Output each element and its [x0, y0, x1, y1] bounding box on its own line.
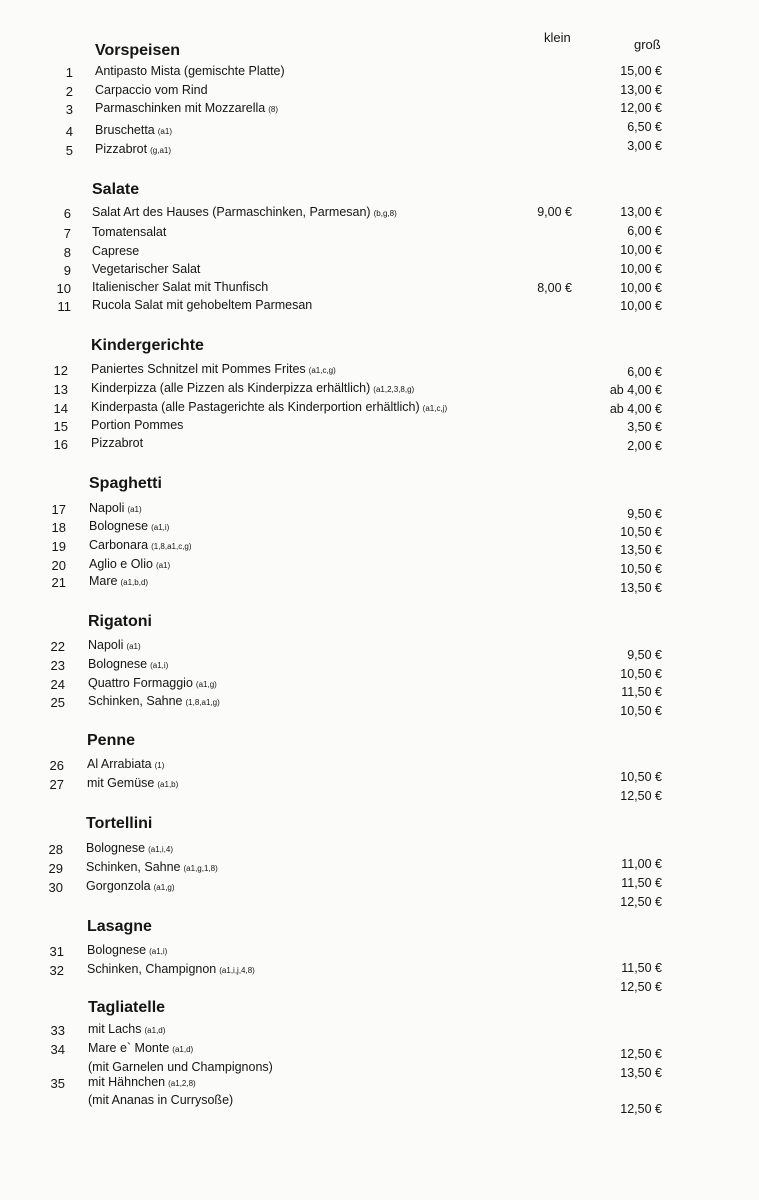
item-name: Napoli: [89, 501, 125, 515]
item-number: 11: [57, 299, 71, 314]
menu-item: [89, 557, 170, 571]
item-name: Schinken, Champignon: [87, 962, 217, 976]
column-header-large: groß: [634, 37, 661, 52]
item-number: 13: [53, 382, 68, 397]
price-large: 13,50 €: [620, 1066, 662, 1080]
item-name: Carpaccio vom Rind: [95, 83, 208, 97]
price-large: 10,00 €: [620, 299, 662, 313]
item-name: Tomatensalat: [92, 225, 167, 239]
allergen-codes: (a1,i,j,4,8): [219, 966, 255, 975]
item-number: 9: [63, 263, 71, 278]
item-number: 6: [63, 206, 71, 221]
item-name: mit Lachs: [88, 1022, 142, 1036]
allergen-codes: (a1,i): [151, 523, 170, 532]
item-name: Schinken, Sahne: [86, 860, 181, 874]
section-heading: Vorspeisen: [95, 42, 181, 59]
price-large: 11,50 €: [621, 876, 662, 890]
item-name: Bolognese: [86, 841, 146, 855]
item-name: Italienischer Salat mit Thunfisch: [92, 280, 269, 294]
price-large: 13,00 €: [620, 83, 662, 97]
item-number: 28: [48, 842, 63, 857]
allergen-codes: (8): [268, 105, 278, 114]
allergen-codes: (a1,c,j): [422, 404, 448, 413]
allergen-codes: (a1): [126, 642, 141, 651]
item-number: 23: [50, 658, 65, 673]
menu-item: [87, 776, 178, 790]
allergen-codes: (a1,i): [149, 947, 168, 956]
item-number: 26: [49, 758, 64, 773]
item-name: Rucola Salat mit gehobeltem Parmesan: [92, 298, 313, 312]
menu-item: [86, 879, 175, 893]
item-number: 5: [65, 143, 73, 158]
menu-item: [95, 142, 171, 156]
item-name: Mare: [89, 574, 118, 588]
item-number: 12: [53, 363, 68, 378]
section-heading: Penne: [87, 732, 136, 749]
price-large: 6,00 €: [627, 224, 662, 238]
item-number: 18: [51, 520, 66, 535]
menu-item: [92, 244, 139, 258]
price-large: 15,00 €: [620, 64, 662, 78]
item-name: Antipasto Mista (gemischte Platte): [95, 64, 285, 78]
item-number: 24: [50, 677, 65, 692]
menu-item: [91, 400, 447, 414]
price-large: 10,50 €: [620, 704, 662, 718]
allergen-codes: (a1,g): [195, 680, 217, 689]
allergen-codes: (a1,c,g): [308, 366, 336, 375]
price-large: 11,50 €: [621, 685, 662, 699]
price-large: 12,50 €: [620, 1102, 662, 1116]
price-small: 8,00 €: [537, 281, 572, 295]
item-name: Bolognese: [87, 943, 147, 957]
item-number: 29: [48, 861, 63, 876]
menu-item: [87, 943, 167, 957]
price-large: 11,00 €: [621, 857, 662, 871]
price-large: ab 4,00 €: [609, 402, 662, 416]
price-large: 6,00 €: [627, 365, 662, 379]
menu-item: [91, 418, 183, 432]
price-large: 12,50 €: [620, 1047, 662, 1061]
allergen-codes: (a1,b): [157, 780, 179, 789]
section-heading: Kindergerichte: [91, 337, 204, 354]
price-large: 10,00 €: [620, 281, 662, 295]
item-name: Portion Pommes: [91, 418, 184, 432]
item-number: 8: [63, 245, 71, 260]
menu-item: [92, 262, 200, 276]
allergen-codes: (a1,d): [144, 1026, 166, 1035]
menu-item: [88, 657, 168, 671]
item-name: Kinderpizza (alle Pizzen als Kinderpizza erhältlich): [91, 381, 371, 395]
allergen-codes: (a1,2,8): [168, 1079, 196, 1088]
item-number: 30: [48, 880, 63, 895]
menu-item: [88, 676, 217, 690]
price-large: 10,50 €: [620, 770, 662, 784]
price-large: 10,50 €: [620, 667, 662, 681]
item-name: Bruschetta: [95, 123, 155, 137]
section-heading: Spaghetti: [89, 475, 162, 492]
price-large: 3,00 €: [627, 139, 662, 153]
menu-item: [89, 501, 142, 515]
menu-item: [91, 362, 336, 376]
price-large: 13,00 €: [620, 205, 662, 219]
menu-item: [91, 381, 414, 395]
item-name: (mit Garnelen und Champignons): [88, 1060, 273, 1074]
price-large: 2,00 €: [627, 439, 662, 453]
item-name: mit Gemüse: [87, 776, 155, 790]
price-large: 13,50 €: [620, 581, 662, 595]
price-large: ab 4,00 €: [609, 383, 662, 397]
allergen-codes: (a1,2,3,8,g): [373, 385, 415, 394]
item-name: Schinken, Sahne: [88, 694, 183, 708]
item-name: Aglio e Olio: [89, 557, 153, 571]
allergen-codes: (a1,b,d): [120, 578, 149, 587]
menu-item: [89, 538, 192, 552]
item-number: 1: [65, 65, 73, 80]
item-name: Carbonara: [89, 538, 149, 552]
item-name: Pizzabrot: [95, 142, 148, 156]
allergen-codes: (a1,i): [150, 661, 169, 670]
item-name: Al Arrabiata: [87, 757, 152, 771]
item-number: 16: [53, 437, 68, 452]
price-small: 9,00 €: [537, 205, 572, 219]
price-large: 6,50 €: [627, 120, 662, 134]
item-name: Caprese: [92, 244, 140, 258]
menu-item: [92, 225, 166, 239]
allergen-codes: (1,8,a1,g): [185, 698, 220, 707]
item-number: 32: [49, 963, 64, 978]
item-number: 7: [63, 226, 71, 241]
item-number: 34: [50, 1042, 65, 1057]
item-number: 21: [51, 575, 66, 590]
menu-item: [91, 436, 143, 450]
item-number: 14: [53, 401, 68, 416]
allergen-codes: (g,a1): [150, 146, 172, 155]
menu-item: [88, 638, 141, 652]
item-name: (mit Ananas in Currysoße): [88, 1093, 234, 1107]
menu-item: [92, 298, 312, 312]
allergen-codes: (a1,d): [172, 1045, 194, 1054]
section-heading: Salate: [92, 181, 140, 198]
section-heading: Rigatoni: [88, 613, 152, 630]
price-large: 10,50 €: [620, 562, 662, 576]
price-large: 9,50 €: [627, 507, 662, 521]
item-number: 22: [50, 639, 65, 654]
price-large: 11,50 €: [621, 961, 662, 975]
item-name: Bolognese: [89, 519, 149, 533]
item-number: 3: [65, 102, 73, 117]
allergen-codes: (b,g,8): [373, 209, 397, 218]
menu-item: [95, 101, 278, 115]
price-large: 3,50 €: [627, 420, 662, 434]
item-number: 17: [51, 502, 66, 517]
section-heading: Lasagne: [87, 918, 152, 935]
allergen-codes: (a1): [157, 127, 172, 136]
item-name: Kinderpasta (alle Pastagerichte als Kinderportion erhältlich): [91, 400, 420, 414]
allergen-codes: (a1,g): [153, 883, 175, 892]
item-name: Salat Art des Hauses (Parmaschinken, Parmesan): [92, 205, 371, 219]
allergen-codes: (1): [154, 761, 165, 770]
menu-item: [89, 574, 148, 588]
item-number: 31: [49, 944, 64, 959]
item-number: 4: [65, 124, 73, 139]
price-large: 12,00 €: [620, 101, 662, 115]
menu-item: [92, 205, 397, 219]
item-number: 20: [51, 558, 66, 573]
item-number: 15: [53, 419, 68, 434]
menu-item: [88, 1075, 196, 1089]
item-name: Gorgonzola: [86, 879, 151, 893]
item-number: 33: [50, 1023, 65, 1038]
price-large: 9,50 €: [627, 648, 662, 662]
price-large: 12,50 €: [620, 980, 662, 994]
item-name: Bolognese: [88, 657, 148, 671]
item-name: mit Hähnchen: [88, 1075, 166, 1089]
item-name: Mare e` Monte: [88, 1041, 170, 1055]
menu-item: [88, 1041, 193, 1055]
item-number: 10: [56, 281, 71, 296]
price-large: 12,50 €: [620, 789, 662, 803]
item-number: 19: [51, 539, 66, 554]
price-large: 10,50 €: [620, 525, 662, 539]
item-number: 35: [50, 1076, 65, 1091]
item-number: 27: [49, 777, 64, 792]
menu-item: [88, 694, 220, 708]
menu-item: [95, 64, 285, 78]
item-name: Quattro Formaggio: [88, 676, 193, 690]
menu-item: [86, 841, 173, 855]
section-heading: Tagliatelle: [88, 999, 166, 1016]
price-large: 10,00 €: [620, 262, 662, 276]
menu-item: [89, 519, 169, 533]
menu-item: [95, 83, 208, 97]
item-number: 2: [65, 84, 73, 99]
allergen-codes: (a1,i,4): [148, 845, 173, 854]
allergen-codes: (1,8,a1,c,g): [151, 542, 192, 551]
item-name: Paniertes Schnitzel mit Pommes Frites: [91, 362, 306, 376]
menu-item: [87, 962, 255, 976]
menu-item: [95, 123, 172, 137]
item-name: Vegetarischer Salat: [92, 262, 201, 276]
price-large: 12,50 €: [620, 895, 662, 909]
menu-item: [88, 1093, 233, 1107]
item-number: 25: [50, 695, 65, 710]
item-name: Parmaschinken mit Mozzarella: [95, 101, 266, 115]
section-heading: Tortellini: [86, 815, 153, 832]
allergen-codes: (a1): [155, 561, 171, 570]
menu-item: [92, 280, 268, 294]
menu-item: [88, 1060, 273, 1074]
menu-item: [87, 757, 164, 771]
menu-item: [88, 1022, 165, 1036]
allergen-codes: (a1,g,1,8): [183, 864, 218, 873]
price-large: 10,00 €: [620, 243, 662, 257]
allergen-codes: (a1): [127, 505, 142, 514]
item-name: Napoli: [88, 638, 124, 652]
column-header-small: klein: [544, 30, 571, 45]
menu-item: [86, 860, 218, 874]
item-name: Pizzabrot: [91, 436, 144, 450]
price-large: 13,50 €: [620, 543, 662, 557]
